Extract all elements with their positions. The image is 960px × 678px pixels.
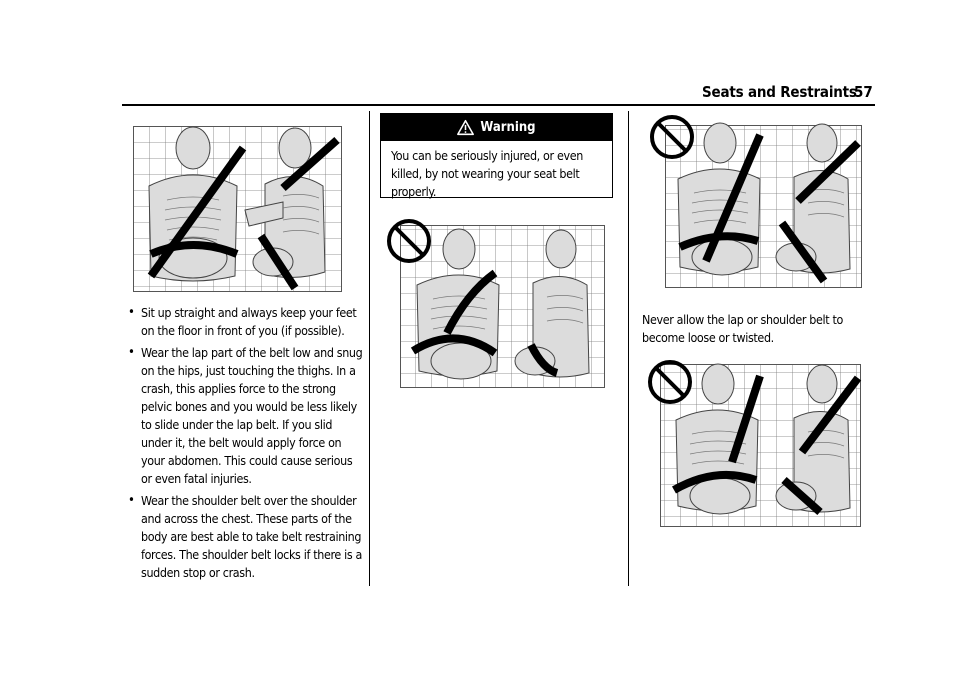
list-item: • Wear the shoulder belt over the shoulder and across the chest. These parts of the body are best able to take belt restraining forces. The shoulder belt locks if there is a sudden stop or crash. xyxy=(131,492,363,582)
instruction-list xyxy=(131,304,363,586)
twisted-belt-note: Never allow the lap or shoulder belt to become loose or twisted. xyxy=(642,312,843,345)
incorrect-belt-figure xyxy=(383,213,605,389)
correct-belt-figure xyxy=(133,126,342,292)
list-item: • Sit up straight and always keep your feet on the floor in front of you (if possible). xyxy=(131,304,363,340)
warning-text: You can be seriously injured, or even killed, by not wearing your seat belt properly. xyxy=(391,148,583,199)
section-title: Seats and Restraints xyxy=(702,83,857,101)
column-divider xyxy=(369,111,370,586)
incorrect-belt-figure xyxy=(648,113,863,289)
list-item: • Wear the lap part of the belt low and snug on the hips, just touching the thighs. In a crash, this applies force to the strong pelvic bones and you would be less likely to slide under the lap belt. If you slid under it, the belt would apply force on your abdomen. This could cause serious or even fatal injuries. xyxy=(131,344,363,488)
header-rule xyxy=(122,104,875,106)
warning-box xyxy=(380,113,613,198)
column-divider xyxy=(628,111,629,586)
warning-triangle-icon xyxy=(457,119,474,136)
warning-header xyxy=(381,114,612,141)
page-number: 57 xyxy=(854,83,873,101)
twisted-belt-figure xyxy=(648,356,863,528)
warning-title: Warning xyxy=(480,120,536,135)
